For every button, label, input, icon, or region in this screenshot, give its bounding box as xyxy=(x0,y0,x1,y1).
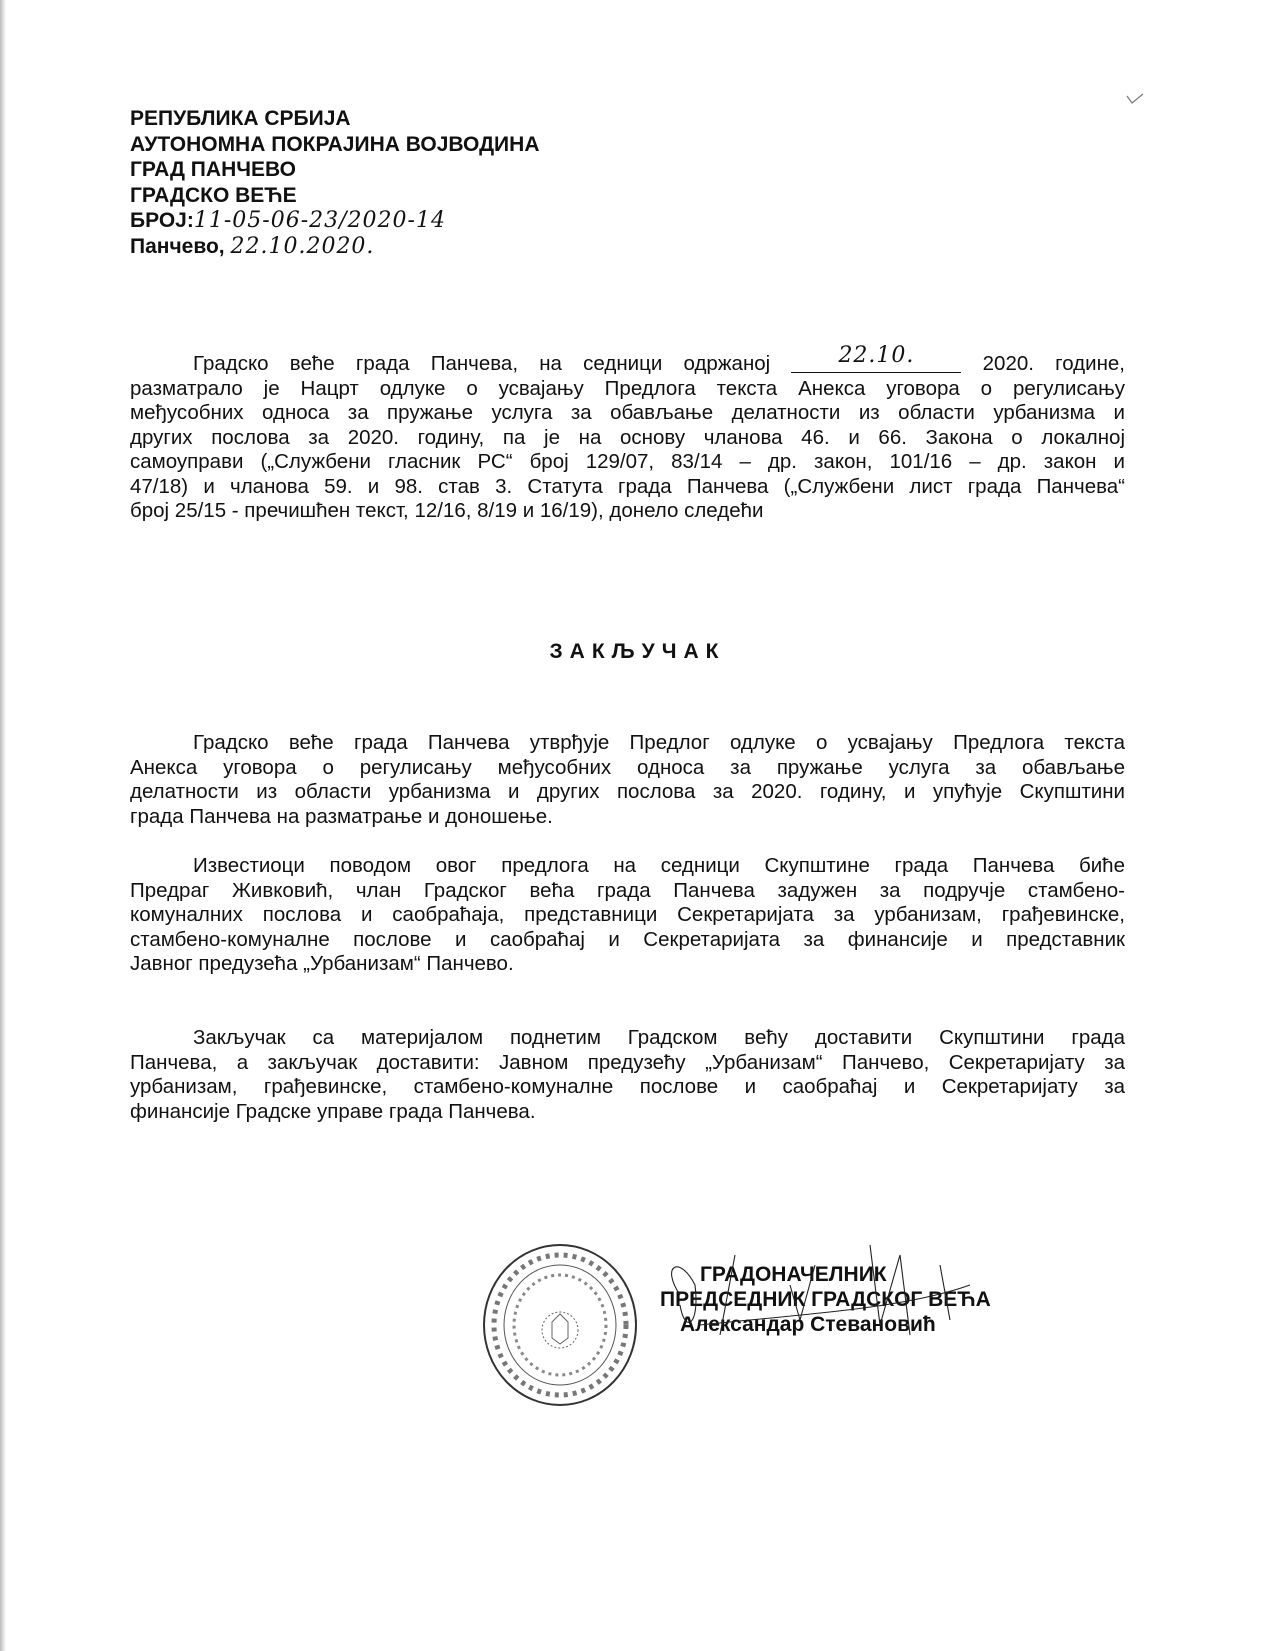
header-line: РЕПУБЛИКА СРБИЈА xyxy=(130,107,351,130)
header-line: АУТОНОМНА ПОКРАЈИНА ВОЈВОДИНА xyxy=(130,132,540,156)
paragraph-line: број 25/15 - пречишћен текст, 12/16, 8/19 и 16/19), донело следећи xyxy=(130,499,764,522)
paragraph-line: финансије Градске управе града Панчева. xyxy=(130,1099,536,1123)
paragraph-line: Известиоци поводом овог предлога на седници Скупштине града Панчева биће xyxy=(193,854,1125,877)
official-stamp xyxy=(480,1240,640,1410)
paragraph-line: 47/18) и чланова 59. и 98. став 3. Статута града Панчева („Службени лист града Панчева“ xyxy=(130,474,1125,498)
paragraph-line: самоуправи („Службени гласник РС“ број 129/07, 83/14 – др. закон, 101/16 – др. закон и xyxy=(130,450,1125,473)
handwritten-signature xyxy=(640,1225,1000,1345)
paragraph-line: Градско веће града Панчева утврђује Предлог одлуке о усвајању Предлога текста xyxy=(193,731,1125,754)
signature-title-president: ПРЕДСЕДНИК ГРАДСКОГ ВЕЋА xyxy=(660,1288,991,1311)
blank-handwritten: 22.10. xyxy=(838,343,915,368)
text-run: 2020. године, xyxy=(982,352,1125,375)
header-line: ГРАДСКО ВЕЋЕ xyxy=(130,183,297,207)
header-line: ГРАД ПАНЧЕВО xyxy=(130,158,296,181)
document-header xyxy=(130,106,539,259)
date-blank xyxy=(791,343,961,373)
text-run: Градско веће града Панчева, на седници одржаној xyxy=(193,352,771,375)
paragraph-line: Јавног предузећа „Урбанизам“ Панчево. xyxy=(130,952,514,975)
paragraph-preamble xyxy=(130,343,1125,524)
paragraph-reporters xyxy=(130,854,1125,977)
signature-name: Александар Стевановић xyxy=(680,1313,936,1336)
place-label: Панчево, xyxy=(130,234,225,258)
number-value-handwritten: 11-05-06-23/2020-14 xyxy=(193,208,446,233)
date-handwritten: 22.10.2020. xyxy=(230,233,375,259)
paragraph-line: Предраг Живковић, члан Градског већа града Панчева задужен за подручје стамбено- xyxy=(130,878,1125,902)
paragraph-line: других послова за 2020. годину, па је на основу чланова 46. и 66. Закона о локалној xyxy=(130,425,1125,449)
paragraph-line: комуналних послова и саобраћаја, представници Секретаријата за урбанизам, грађевинске, xyxy=(130,903,1125,926)
place-date xyxy=(130,234,539,260)
paragraph-line: стамбено-комуналне послове и саобраћај и Секретаријата за финансије и представник xyxy=(130,927,1125,951)
check-mark-icon xyxy=(1125,92,1145,106)
paragraph-line: Анекса уговора о регулисању међусобних односа за пружање услуга за обављање xyxy=(130,755,1125,779)
paragraph-delivery xyxy=(130,1026,1125,1124)
number-label: БРОЈ: xyxy=(130,209,194,232)
paragraph-line: разматрало је Нацрт одлуке о усвајању Предлога текста Анекса уговора о регулисању xyxy=(130,376,1125,400)
paragraph-line: Панчева, а закључак доставити: Јавном предузећу „Урбанизам“ Панчево, Секретаријату за xyxy=(130,1050,1125,1074)
paragraph-line xyxy=(130,343,1125,377)
paragraph-line: урбанизам, грађевинске, стамбено-комуналне послове и саобраћај и Секретаријату за xyxy=(130,1075,1125,1098)
scan-edge xyxy=(0,0,6,1651)
paragraph-line: Закључак са материјалом поднетим Градском већу доставити Скупштини града xyxy=(193,1026,1125,1049)
document-number xyxy=(130,208,539,234)
paragraph-line: међусобних односа за пружање услуга за обављање делатности из области урбанизма и xyxy=(130,401,1125,424)
paragraph-line: града Панчева на разматрање и доношење. xyxy=(130,804,553,828)
paragraph-conclusion xyxy=(130,731,1125,829)
signature-title-mayor: ГРАДОНАЧЕЛНИК xyxy=(700,1263,887,1286)
document-title: ЗАКЉУЧАК xyxy=(549,640,726,663)
paragraph-line: делатности из области урбанизма и других послова за 2020. годину, и упућује Скупштини xyxy=(130,780,1125,803)
